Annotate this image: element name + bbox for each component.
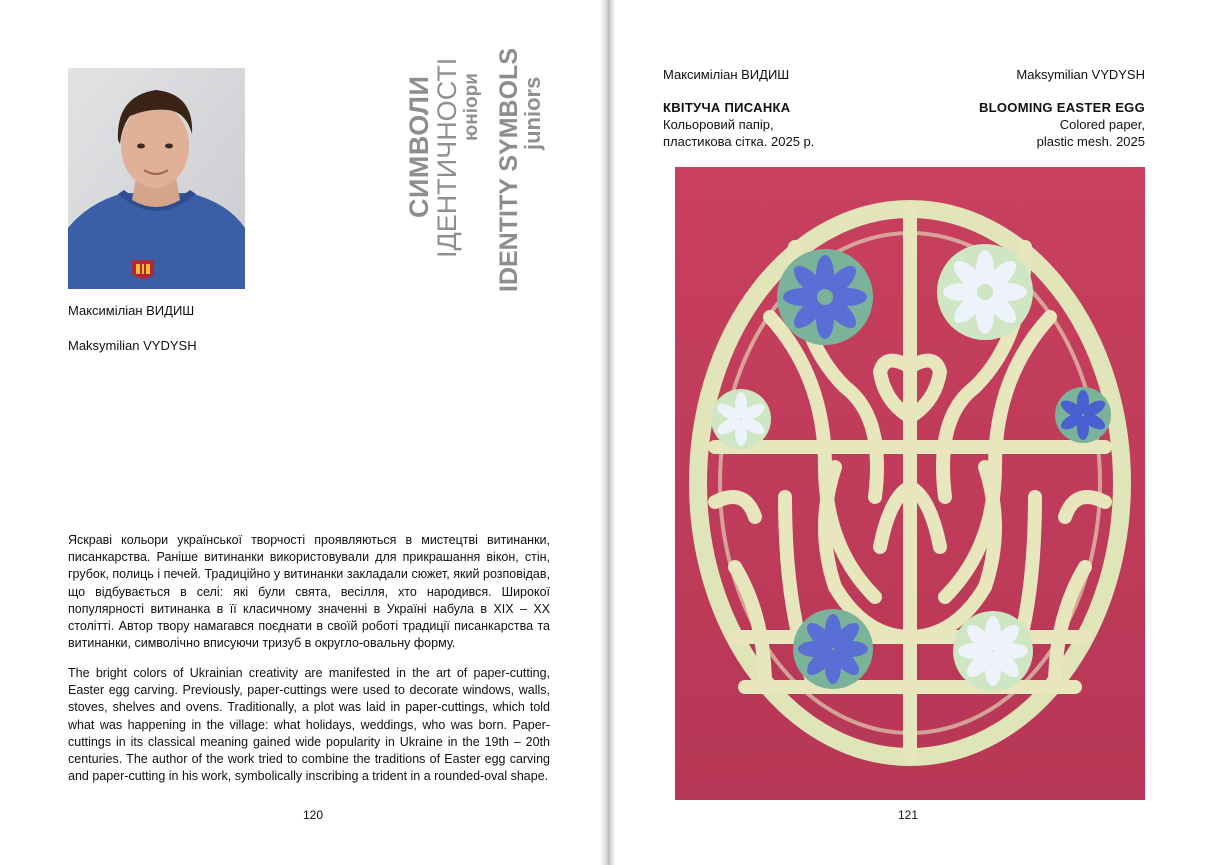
right-page — [609, 0, 1213, 865]
material-en-line1: Colored paper, — [1059, 117, 1145, 132]
flower-mid-left — [711, 389, 771, 449]
artist-portrait — [68, 68, 245, 289]
material-ua-line2: пластикова сітка. 2025 р. — [663, 134, 815, 149]
material-ua-line1: Кольоровий папір, — [663, 117, 774, 132]
artwork-material-en — [905, 116, 1145, 150]
artwork-material-ua — [663, 116, 903, 150]
artist-name-ua: Максиміліан ВИДИШ — [68, 303, 195, 318]
flower-bottom-left — [793, 609, 873, 689]
artwork-image — [675, 167, 1145, 800]
description-en: The bright colors of Ukrainian creativity are manifested in the art of paper-cutting, Easter egg carving. Previously, paper-cuttings were used to decorate windows, walls, stoves, shelves and ovens. Traditionally, a plot was laid in paper-cuttings, which told what was happening in the village: what holidays, weddings, who was born. Paper-cuttings in its classical meaning gained wide popularity in Ukraine in the 19th – 20th centuries. The author of the work tried to combine the traditions of Easter egg carving and paper-cutting in his work, symbolically inscribing a trident in a rounded-oval shape. — [68, 666, 550, 784]
section-heading-identity-en: IDENTITY SYMBOLS — [495, 47, 523, 292]
flower-bottom-right — [953, 611, 1033, 691]
portrait-illustration — [68, 68, 245, 289]
paper-cut-easter-egg — [675, 167, 1145, 800]
flower-mid-right — [1055, 387, 1111, 443]
artist-name-en: Maksymilian VYDYSH — [68, 338, 197, 353]
artwork-title-ua: КВІТУЧА ПИСАНКА — [663, 100, 791, 115]
description-ua: Яскраві кольори української творчості проявляються в мистецтві витинанки, писанкарства. Раніше витинанки використовували для прикрашання вікон, стін, грубок, полиць і печей. Традиційно у витинанки закладали сюжет, який розповідав, що відбувається в селі: які були свята, весілля, хто народився. Широкої популярності витинанка в її класичному значенні в Україні набула в XIX – XX століттi. Автор твору намагався поєднати в своїй роботі традиції писанкарства та витинанки, символічно вписуючи тризуб в округло-овальну форму. — [68, 533, 550, 651]
left-page — [0, 0, 604, 865]
flower-top-left — [777, 249, 873, 345]
material-en-line2: plastic mesh. 2025 — [1036, 134, 1145, 149]
artist-name-ua-header: Максиміліан ВИДИШ — [663, 67, 790, 82]
section-heading-juniors-ua: юніори — [461, 73, 482, 141]
page-number-right: 121 — [898, 808, 919, 822]
page-number-left: 120 — [303, 808, 324, 822]
section-heading-juniors-en: juniors — [520, 76, 545, 150]
book-gutter — [600, 0, 616, 865]
artist-name-en-header: Maksymilian VYDYSH — [1016, 67, 1145, 82]
flower-top-right — [937, 244, 1033, 340]
artwork-title-en: BLOOMING EASTER EGG — [978, 100, 1145, 115]
section-heading-identity-ua: ІДЕНТИЧНОСТІ — [432, 57, 462, 258]
section-heading-symbols-ua: СИМВОЛИ — [404, 75, 434, 218]
